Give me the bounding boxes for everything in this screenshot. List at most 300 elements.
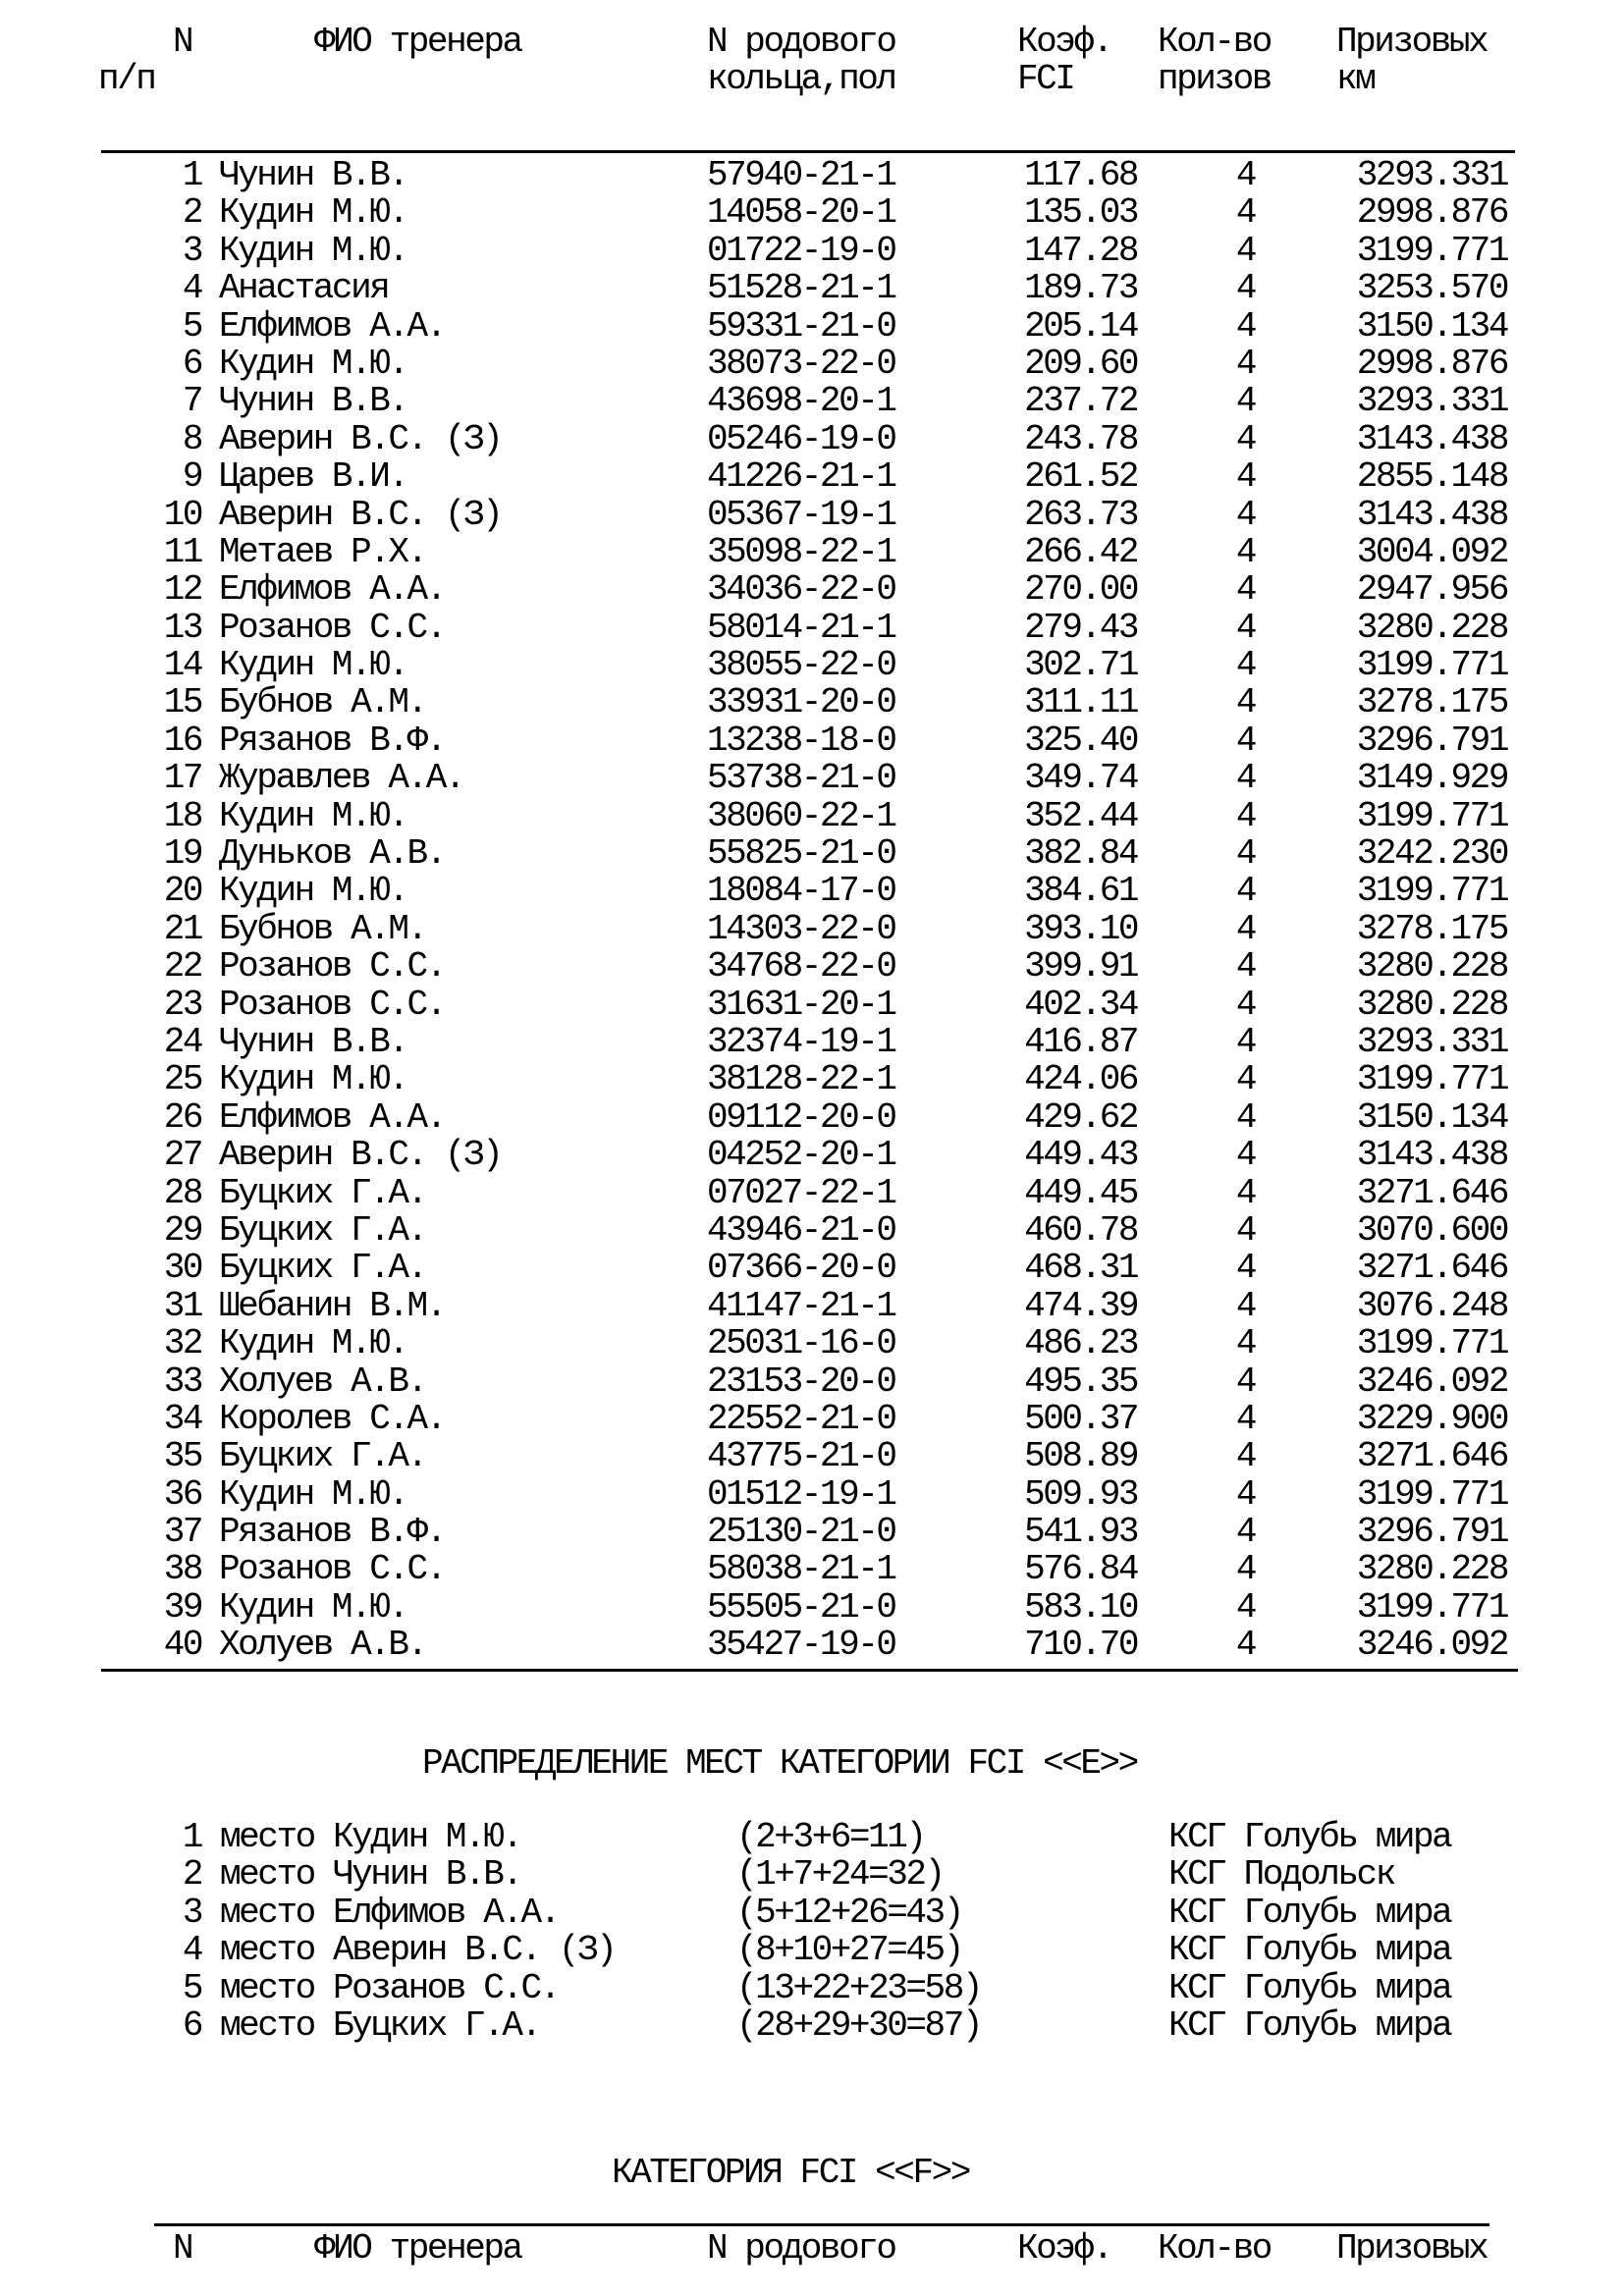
row-number: 9	[182, 456, 201, 498]
table-row	[98, 194, 1517, 232]
prize-distance: 2998.876	[1356, 192, 1507, 234]
table-row	[98, 684, 1517, 721]
ring-number: 05246-19-0	[707, 418, 895, 459]
row-number: 28	[163, 1172, 201, 1213]
prize-distance: 2998.876	[1356, 343, 1507, 384]
table-end-rule	[101, 1669, 1518, 1672]
table-row	[98, 795, 1517, 836]
prize-count: 4	[1235, 720, 1255, 761]
table-row	[98, 1325, 1517, 1362]
col-header-prizes: Кол-во	[1158, 22, 1271, 62]
ring-number: 59331-21-0	[707, 305, 895, 347]
trainer-name: Королев С.А.	[219, 1398, 445, 1439]
prize-count: 4	[1235, 1473, 1255, 1515]
row-number: 16	[163, 720, 201, 761]
prize-count: 4	[1235, 682, 1255, 723]
prize-distance: 3278.175	[1356, 908, 1507, 949]
ring-number: 55825-21-0	[707, 833, 895, 875]
prize-distance: 3070.600	[1356, 1209, 1507, 1251]
table-row	[98, 1172, 1517, 1213]
club-name: КСГ Голубь мира	[1168, 1967, 1451, 2008]
trainer-name: Царев В.И.	[219, 456, 407, 498]
fci-coefficient: 205.14	[1024, 305, 1137, 347]
prize-distance: 3150.134	[1356, 305, 1507, 347]
col-header-num: N	[173, 2228, 192, 2269]
prize-distance: 3246.092	[1356, 1625, 1507, 1666]
club-name: КСГ Голубь мира	[1168, 1817, 1451, 1857]
fci-coefficient: 147.28	[1024, 230, 1137, 271]
table-row	[98, 571, 1517, 609]
prize-distance: 3143.438	[1356, 1135, 1507, 1176]
trainer-name: Елфимов А.А.	[219, 569, 445, 611]
trainer-name: Розанов С.С.	[333, 1967, 559, 2008]
table-row	[98, 1586, 1517, 1628]
fci-coefficient: 576.84	[1024, 1549, 1137, 1590]
prize-count: 4	[1235, 833, 1255, 875]
prize-distance: 3271.646	[1356, 1172, 1507, 1213]
place-row	[98, 1819, 1517, 1856]
sum-formula: (2+3+6=11)	[736, 1817, 925, 1857]
table-row	[98, 1363, 1517, 1401]
fci-coefficient: 416.87	[1024, 1021, 1137, 1062]
place-number: 1	[182, 1817, 201, 1857]
prize-distance: 3199.771	[1356, 1323, 1507, 1364]
table-row	[98, 948, 1517, 986]
place-row	[98, 1892, 1517, 1933]
trainer-name: Буцких Г.А.	[219, 1436, 426, 1477]
prize-distance: 3293.331	[1356, 1021, 1507, 1062]
prize-count: 4	[1235, 569, 1255, 611]
place-row	[98, 1932, 1517, 1969]
row-number: 33	[163, 1361, 201, 1402]
trainer-name: Метаев Р.Х.	[219, 531, 426, 572]
prize-count: 4	[1235, 1549, 1255, 1590]
fci-coefficient: 349.74	[1024, 758, 1137, 799]
trainer-name: Розанов С.С.	[219, 984, 445, 1025]
place-number: 6	[182, 2004, 201, 2046]
fci-coefficient: 449.45	[1024, 1172, 1137, 1213]
table-row	[98, 722, 1517, 760]
trainer-name: Чунин В.В.	[219, 1021, 407, 1062]
fci-coefficient: 583.10	[1024, 1586, 1137, 1628]
prize-distance: 3271.646	[1356, 1248, 1507, 1289]
row-number: 23	[163, 984, 201, 1025]
ring-number: 34036-22-0	[707, 569, 895, 611]
ring-number: 51528-21-1	[707, 268, 895, 309]
fci-coefficient: 352.44	[1024, 795, 1137, 836]
row-number: 29	[163, 1209, 201, 1251]
ring-number: 55505-21-0	[707, 1586, 895, 1628]
place-label: место	[220, 1892, 314, 1933]
table-row	[98, 1061, 1517, 1098]
table-row	[98, 1514, 1517, 1551]
table-row	[98, 531, 1517, 572]
row-number: 15	[163, 682, 201, 723]
fci-coefficient: 509.93	[1024, 1473, 1137, 1515]
row-number: 13	[163, 607, 201, 648]
row-number: 21	[163, 908, 201, 949]
row-number: 17	[163, 758, 201, 799]
fci-coefficient: 325.40	[1024, 720, 1137, 761]
prize-distance: 3076.248	[1356, 1285, 1507, 1326]
prize-distance: 3293.331	[1356, 381, 1507, 422]
club-name: КСГ Голубь мира	[1168, 1930, 1451, 1971]
place-row	[98, 1856, 1517, 1894]
fci-coefficient: 449.43	[1024, 1135, 1137, 1176]
ring-number: 33931-20-0	[707, 682, 895, 723]
ring-number: 38073-22-0	[707, 343, 895, 384]
trainer-name: Кудин М.Ю.	[219, 645, 407, 686]
col-header-ring-2: кольца,пол	[707, 59, 895, 100]
row-number: 7	[182, 381, 201, 422]
prize-count: 4	[1235, 1021, 1255, 1062]
next-table-header	[0, 2230, 1624, 2268]
placements-title: РАСПРЕДЕЛЕНИЕ МЕСТ КАТЕГОРИИ FCI <<E>>	[422, 1743, 1137, 1784]
fci-coefficient: 710.70	[1024, 1625, 1137, 1666]
sum-formula: (28+29+30=87)	[736, 2004, 981, 2046]
club-name: КСГ Голубь мира	[1168, 2004, 1451, 2046]
place-row	[98, 2004, 1517, 2046]
ring-number: 09112-20-0	[707, 1096, 895, 1138]
trainer-name: Кудин М.Ю.	[219, 343, 407, 384]
trainer-name: Розанов С.С.	[219, 946, 445, 988]
prize-count: 4	[1235, 230, 1255, 271]
sum-formula: (8+10+27=45)	[736, 1930, 962, 1971]
col-header-coef: Коэф.	[1017, 22, 1111, 62]
table-row	[98, 343, 1517, 384]
prize-distance: 3150.134	[1356, 1096, 1507, 1138]
table-row	[98, 908, 1517, 949]
fci-coefficient: 237.72	[1024, 381, 1137, 422]
ring-number: 07027-22-1	[707, 1172, 895, 1213]
prize-count: 4	[1235, 1323, 1255, 1364]
prize-count: 4	[1235, 1361, 1255, 1402]
fci-coefficient: 474.39	[1024, 1285, 1137, 1326]
ring-number: 57940-21-1	[707, 155, 895, 195]
ring-number: 58014-21-1	[707, 607, 895, 648]
prize-distance: 3199.771	[1356, 230, 1507, 271]
fci-coefficient: 261.52	[1024, 456, 1137, 498]
table-row	[98, 230, 1517, 271]
ring-number: 43698-20-1	[707, 381, 895, 422]
prize-count: 4	[1235, 758, 1255, 799]
fci-coefficient: 189.73	[1024, 268, 1137, 309]
prize-count: 4	[1235, 1285, 1255, 1326]
trainer-name: Кудин М.Ю.	[219, 192, 407, 234]
trainer-name: Буцких Г.А.	[219, 1172, 426, 1213]
row-number: 18	[163, 795, 201, 836]
table-row	[98, 984, 1517, 1025]
ring-number: 32374-19-1	[707, 1021, 895, 1062]
trainer-name: Бубнов А.М.	[219, 682, 426, 723]
table-row	[98, 1438, 1517, 1475]
trainer-name: Розанов С.С.	[219, 1549, 445, 1590]
next-table-rule	[154, 2223, 1489, 2226]
fci-coefficient: 486.23	[1024, 1323, 1137, 1364]
table-row	[98, 1627, 1517, 1664]
row-number: 5	[182, 305, 201, 347]
prize-distance: 3280.228	[1356, 1549, 1507, 1590]
fci-coefficient: 393.10	[1024, 908, 1137, 949]
ring-number: 31631-20-1	[707, 984, 895, 1025]
fci-coefficient: 429.62	[1024, 1096, 1137, 1138]
prize-distance: 3199.771	[1356, 871, 1507, 912]
ring-number: 38060-22-1	[707, 795, 895, 836]
prize-count: 4	[1235, 155, 1255, 195]
ring-number: 53738-21-0	[707, 758, 895, 799]
ring-number: 25130-21-0	[707, 1512, 895, 1553]
results-table-header-line2	[0, 61, 1624, 98]
place-number: 4	[182, 1930, 201, 1971]
trainer-name: Чунин В.В.	[219, 155, 407, 195]
row-number: 26	[163, 1096, 201, 1138]
trainer-name: Аверин В.С. (З)	[219, 1135, 502, 1176]
row-number: 3	[182, 230, 201, 271]
fci-coefficient: 263.73	[1024, 494, 1137, 535]
ring-number: 18084-17-0	[707, 871, 895, 912]
prize-count: 4	[1235, 871, 1255, 912]
col-header-km: Призовых	[1336, 22, 1488, 62]
ring-number: 04252-20-1	[707, 1135, 895, 1176]
fci-coefficient: 508.89	[1024, 1436, 1137, 1477]
prize-count: 4	[1235, 418, 1255, 459]
prize-distance: 3296.791	[1356, 1512, 1507, 1553]
ring-number: 07366-20-0	[707, 1248, 895, 1289]
col-header-prizes-2: призов	[1158, 59, 1271, 100]
prize-distance: 2947.956	[1356, 569, 1507, 611]
trainer-name: Дуньков А.В.	[219, 833, 445, 875]
place-label: место	[220, 2004, 314, 2046]
col-header-km: Призовых	[1336, 2228, 1488, 2269]
table-row	[98, 1250, 1517, 1287]
club-name: КСГ Голубь мира	[1168, 1892, 1451, 1933]
trainer-name: Кудин М.Ю.	[219, 795, 407, 836]
fci-coefficient: 311.11	[1024, 682, 1137, 723]
prize-count: 4	[1235, 268, 1255, 309]
ring-number: 38055-22-0	[707, 645, 895, 686]
table-row	[98, 458, 1517, 496]
fci-coefficient: 541.93	[1024, 1512, 1137, 1553]
sum-formula: (5+12+26=43)	[736, 1892, 962, 1933]
prize-count: 4	[1235, 456, 1255, 498]
prize-count: 4	[1235, 343, 1255, 384]
prize-count: 4	[1235, 1209, 1255, 1251]
row-number: 40	[163, 1625, 201, 1666]
row-number: 25	[163, 1059, 201, 1100]
ring-number: 43946-21-0	[707, 1209, 895, 1251]
prize-count: 4	[1235, 494, 1255, 535]
prize-count: 4	[1235, 1096, 1255, 1138]
table-row	[98, 873, 1517, 910]
ring-number: 35427-19-0	[707, 1625, 895, 1666]
place-label: место	[220, 1967, 314, 2008]
row-number: 8	[182, 418, 201, 459]
fci-coefficient: 500.37	[1024, 1398, 1137, 1439]
table-row	[98, 1209, 1517, 1251]
prize-count: 4	[1235, 946, 1255, 988]
col-header-num: N	[173, 22, 192, 62]
row-number: 39	[163, 1586, 201, 1628]
prize-distance: 3004.092	[1356, 531, 1507, 572]
prize-distance: 3199.771	[1356, 1473, 1507, 1515]
trainer-name: Елфимов А.А.	[333, 1892, 559, 1933]
fci-coefficient: 117.68	[1024, 155, 1137, 195]
prize-count: 4	[1235, 1512, 1255, 1553]
trainer-name: Аверин В.С. (З)	[219, 418, 502, 459]
trainer-name: Журавлев А.А.	[219, 758, 463, 799]
trainer-name: Кудин М.Ю.	[219, 1586, 407, 1628]
ring-number: 14058-20-1	[707, 192, 895, 234]
table-row	[98, 1137, 1517, 1174]
trainer-name: Бубнов А.М.	[219, 908, 426, 949]
prize-distance: 3246.092	[1356, 1361, 1507, 1402]
prize-distance: 3199.771	[1356, 795, 1507, 836]
table-row	[98, 1096, 1517, 1138]
ring-number: 58038-21-1	[707, 1549, 895, 1590]
row-number: 4	[182, 268, 201, 309]
prize-count: 4	[1235, 531, 1255, 572]
prize-distance: 3229.900	[1356, 1398, 1507, 1439]
trainer-name: Шебанин В.М.	[219, 1285, 445, 1326]
col-header-coef: Коэф.	[1017, 2228, 1111, 2269]
trainer-name: Холуев А.В.	[219, 1361, 426, 1402]
trainer-name: Буцких Г.А.	[219, 1209, 426, 1251]
club-name: КСГ Подольск	[1168, 1854, 1394, 1896]
col-header-km-2: км	[1336, 59, 1375, 100]
row-number: 24	[163, 1021, 201, 1062]
row-number: 35	[163, 1436, 201, 1477]
fci-coefficient: 402.34	[1024, 984, 1137, 1025]
trainer-name: Кудин М.Ю.	[219, 1473, 407, 1515]
results-table-body	[98, 157, 1517, 1665]
trainer-name: Кудин М.Ю.	[219, 871, 407, 912]
fci-coefficient: 382.84	[1024, 833, 1137, 875]
trainer-name: Рязанов В.Ф.	[219, 1512, 445, 1553]
prize-count: 4	[1235, 1586, 1255, 1628]
prize-distance: 3199.771	[1356, 1059, 1507, 1100]
col-header-num-2: п/п	[98, 59, 155, 100]
table-row	[98, 305, 1517, 347]
row-number: 32	[163, 1323, 201, 1364]
row-number: 1	[182, 155, 201, 195]
prize-distance: 3143.438	[1356, 494, 1507, 535]
col-header-ring: N родового	[707, 2228, 895, 2269]
row-number: 22	[163, 946, 201, 988]
trainer-name: Розанов С.С.	[219, 607, 445, 648]
row-number: 12	[163, 569, 201, 611]
prize-distance: 3280.228	[1356, 607, 1507, 648]
prize-distance: 3149.929	[1356, 758, 1507, 799]
place-number: 5	[182, 1967, 201, 2008]
trainer-name: Кудин М.Ю.	[219, 1323, 407, 1364]
fci-coefficient: 266.42	[1024, 531, 1137, 572]
sum-formula: (1+7+24=32)	[736, 1854, 944, 1896]
trainer-name: Елфимов А.А.	[219, 305, 445, 347]
header-rule	[101, 150, 1515, 153]
table-row	[98, 157, 1517, 194]
prize-count: 4	[1235, 984, 1255, 1025]
trainer-name: Буцких Г.А.	[219, 1248, 426, 1289]
prize-count: 4	[1235, 645, 1255, 686]
fci-coefficient: 468.31	[1024, 1248, 1137, 1289]
trainer-name: Рязанов В.Ф.	[219, 720, 445, 761]
table-row	[98, 607, 1517, 648]
ring-number: 01722-19-0	[707, 230, 895, 271]
trainer-name: Аверин В.С. (З)	[333, 1930, 616, 1971]
prize-count: 4	[1235, 607, 1255, 648]
place-number: 3	[182, 1892, 201, 1933]
table-row	[98, 1473, 1517, 1515]
ring-number: 22552-21-0	[707, 1398, 895, 1439]
place-row	[98, 1967, 1517, 2008]
prize-count: 4	[1235, 908, 1255, 949]
prize-distance: 3242.230	[1356, 833, 1507, 875]
col-header-coef-2: FCI	[1017, 59, 1074, 100]
table-row	[98, 1551, 1517, 1588]
row-number: 37	[163, 1512, 201, 1553]
table-row	[98, 647, 1517, 684]
prize-count: 4	[1235, 1625, 1255, 1666]
ring-number: 01512-19-1	[707, 1473, 895, 1515]
col-header-trainer: ФИО тренера	[314, 2228, 521, 2269]
row-number: 20	[163, 871, 201, 912]
row-number: 31	[163, 1285, 201, 1326]
place-label: место	[220, 1854, 314, 1896]
place-label: место	[220, 1930, 314, 1971]
trainer-name: Кудин М.Ю.	[219, 230, 407, 271]
row-number: 30	[163, 1248, 201, 1289]
ring-number: 13238-18-0	[707, 720, 895, 761]
table-row	[98, 418, 1517, 459]
ring-number: 25031-16-0	[707, 1323, 895, 1364]
ring-number: 14303-22-0	[707, 908, 895, 949]
row-number: 34	[163, 1398, 201, 1439]
row-number: 14	[163, 645, 201, 686]
ring-number: 41226-21-1	[707, 456, 895, 498]
fci-coefficient: 495.35	[1024, 1361, 1137, 1402]
row-number: 11	[163, 531, 201, 572]
prize-distance: 3296.791	[1356, 720, 1507, 761]
fci-coefficient: 302.71	[1024, 645, 1137, 686]
prize-count: 4	[1235, 1059, 1255, 1100]
prize-distance: 3253.570	[1356, 268, 1507, 309]
col-header-prizes: Кол-во	[1158, 2228, 1271, 2269]
table-row	[98, 1021, 1517, 1062]
prize-distance: 3143.438	[1356, 418, 1507, 459]
prize-distance: 3280.228	[1356, 946, 1507, 988]
col-header-trainer: ФИО тренера	[314, 22, 521, 62]
table-row	[98, 383, 1517, 420]
trainer-name: Кудин М.Ю.	[333, 1817, 521, 1857]
prize-distance: 2855.148	[1356, 456, 1507, 498]
fci-coefficient: 460.78	[1024, 1209, 1137, 1251]
fci-coefficient: 279.43	[1024, 607, 1137, 648]
prize-distance: 3293.331	[1356, 155, 1507, 195]
prize-count: 4	[1235, 1398, 1255, 1439]
trainer-name: Кудин М.Ю.	[219, 1059, 407, 1100]
fci-coefficient: 384.61	[1024, 871, 1137, 912]
fci-coefficient: 424.06	[1024, 1059, 1137, 1100]
trainer-name: Чунин В.В.	[219, 381, 407, 422]
prize-count: 4	[1235, 1248, 1255, 1289]
fci-coefficient: 270.00	[1024, 569, 1137, 611]
prize-distance: 3271.646	[1356, 1436, 1507, 1477]
placements-list	[98, 1819, 1517, 2045]
prize-count: 4	[1235, 192, 1255, 234]
sum-formula: (13+22+23=58)	[736, 1967, 981, 2008]
col-header-ring: N родового	[707, 22, 895, 62]
prize-distance: 3199.771	[1356, 1586, 1507, 1628]
